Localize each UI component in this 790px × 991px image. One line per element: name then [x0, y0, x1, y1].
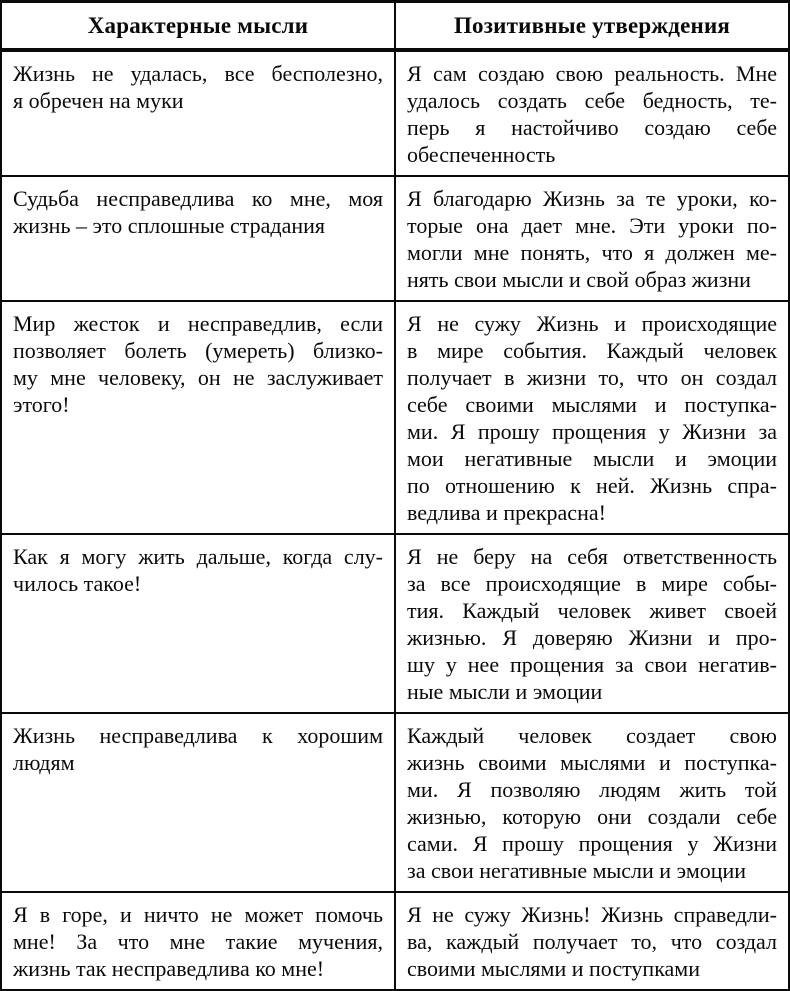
text-line: Я сам создаю свою реальность. Мне: [407, 61, 777, 86]
text-line: тия. Каждый человек живет своей: [407, 598, 777, 623]
text-line: Я в горе, и ничто не может помочь: [13, 902, 383, 927]
table-row: [1, 892, 789, 990]
affirmation-cell: [395, 301, 789, 534]
text-line: перь я настойчиво создаю себе: [407, 115, 777, 140]
text-line: мои негативные мысли и эмоции: [407, 446, 777, 471]
text-line: торые она дает мне. Эти уроки по-: [407, 213, 777, 238]
text-line: Я не беру на себя ответственность: [407, 544, 777, 569]
text-line: по отношению к ней. Жизнь спра-: [407, 473, 777, 498]
affirmation-cell: [395, 176, 789, 301]
text-line: ми. Я позволяю людям жить той: [407, 777, 777, 802]
text-line: Как я могу жить дальше, когда слу-: [13, 544, 383, 569]
text-line: жизнь – это сплошные страдания: [13, 213, 326, 238]
thought-cell: [1, 50, 395, 176]
text-line: сами. Я прошу прощения у Жизни: [407, 831, 777, 856]
text-line: Жизнь несправедлива к хорошим: [13, 723, 383, 748]
text-line: жизнью, которую они создали себе: [407, 804, 777, 829]
affirmation-cell: [395, 534, 789, 713]
text-line: Судьба несправедлива ко мне, моя: [13, 186, 383, 211]
text-line: Я не сужу Жизнь и происходящие: [407, 311, 777, 336]
thought-cell: [1, 534, 395, 713]
column-header-affirmations: Позитивные утверждения: [395, 2, 789, 51]
text-line: людям: [13, 750, 75, 775]
affirmation-cell: [395, 892, 789, 990]
table-row: [1, 50, 789, 176]
affirmation-cell: [395, 713, 789, 892]
text-line: Я не сужу Жизнь! Жизнь справедли-: [407, 902, 777, 927]
text-line: чилось такое!: [13, 571, 142, 596]
text-line: жизнь так несправедлива ко мне!: [13, 956, 325, 981]
text-line: обеспеченность: [407, 142, 556, 167]
thought-cell: [1, 176, 395, 301]
text-line: Жизнь не удалась, все бесполезно,: [13, 61, 383, 86]
text-line: ведлива и прекрасна!: [407, 500, 606, 525]
table-header-row: [1, 2, 789, 51]
table-row: [1, 534, 789, 713]
text-line: позволяет болеть (умереть) близко-: [13, 338, 383, 363]
text-line: ва, каждый получает то, что создал: [407, 929, 777, 954]
text-line: Я благодарю Жизнь за те уроки, ко-: [407, 186, 777, 211]
text-line: нять свои мысли и свой образ жизни: [407, 267, 751, 292]
text-line: себе своими мыслями и поступка-: [407, 392, 777, 417]
text-line: в мире события. Каждый человек: [407, 338, 777, 363]
text-line: му мне человеку, он не заслуживает: [13, 365, 383, 390]
text-line: могли мне понять, что я должен ме-: [407, 240, 777, 265]
text-line: получает в жизни то, что он создал: [407, 365, 777, 390]
text-line: за все происходящие в мире собы-: [407, 571, 777, 596]
table-row: [1, 713, 789, 892]
text-line: Мир жесток и несправедлив, если: [13, 311, 383, 336]
thought-cell: [1, 301, 395, 534]
text-line: шу у нее прощения за свои негатив-: [407, 652, 777, 677]
affirmation-cell: [395, 50, 789, 176]
thought-cell: [1, 713, 395, 892]
text-line: жизнью. Я доверяю Жизни и про-: [407, 625, 777, 650]
column-header-thoughts: Характерные мысли: [1, 2, 395, 51]
text-line: ми. Я прошу прощения у Жизни за: [407, 419, 777, 444]
text-line: я обречен на муки: [13, 88, 184, 113]
text-line: своими мыслями и поступками: [407, 956, 701, 981]
table-row: [1, 301, 789, 534]
text-line: жизнь своими мыслями и поступка-: [407, 750, 777, 775]
text-line: ные мысли и эмоции: [407, 679, 603, 704]
text-line: мне! За что мне такие мучения,: [13, 929, 383, 954]
thought-cell: [1, 892, 395, 990]
table-row: [1, 176, 789, 301]
text-line: этого!: [13, 392, 70, 417]
text-line: за свои негативные мысли и эмоции: [407, 858, 747, 883]
text-line: Каждый человек создает свою: [407, 723, 777, 748]
text-line: удалось создать себе бедность, те-: [407, 88, 777, 113]
